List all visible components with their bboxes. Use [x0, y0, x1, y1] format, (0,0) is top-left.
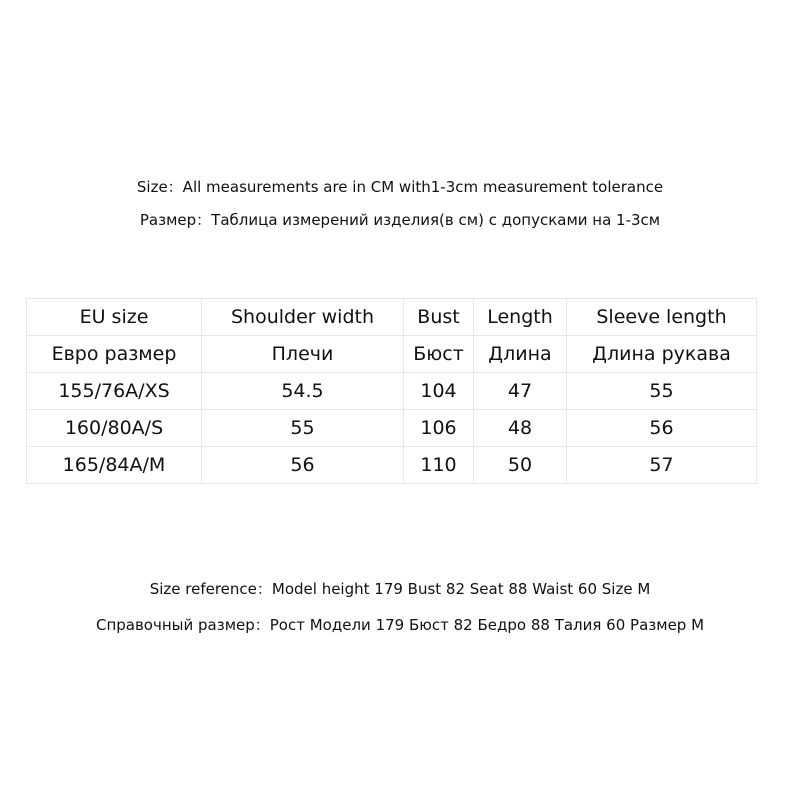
cell-bust: 104 [404, 373, 474, 410]
cell-sleeve-length: 56 [567, 410, 757, 447]
header-eu-size-ru: Евро размер [27, 336, 202, 373]
header-shoulder-width-ru: Плечи [202, 336, 404, 373]
header-bust-ru: Бюст [404, 336, 474, 373]
cell-eu-size: 160/80A/S [27, 410, 202, 447]
size-table [26, 298, 757, 484]
size-reference-ru: Справочный размер：Рост Модели 179 Бюст 82 Бедро 88 Талия 60 Размер M [95, 616, 705, 634]
header-length-ru: Длина [474, 336, 567, 373]
table-header-row-ru [27, 336, 757, 373]
header-eu-size: EU size [27, 299, 202, 336]
size-note-en: Size：All measurements are in CM with1-3cm measurement tolerance [136, 178, 664, 196]
table-row [27, 447, 757, 484]
cell-shoulder-width: 55 [202, 410, 404, 447]
size-note-ru: Размер：Таблица измерений изделия(в см) с допусками на 1-3см [139, 211, 661, 229]
cell-length: 47 [474, 373, 567, 410]
cell-eu-size: 165/84A/M [27, 447, 202, 484]
header-shoulder-width: Shoulder width [202, 299, 404, 336]
cell-eu-size: 155/76A/XS [27, 373, 202, 410]
header-sleeve-length: Sleeve length [567, 299, 757, 336]
table-row [27, 373, 757, 410]
cell-bust: 106 [404, 410, 474, 447]
table-header-row-en [27, 299, 757, 336]
cell-sleeve-length: 57 [567, 447, 757, 484]
header-length: Length [474, 299, 567, 336]
cell-length: 50 [474, 447, 567, 484]
table-row [27, 410, 757, 447]
cell-shoulder-width: 56 [202, 447, 404, 484]
cell-sleeve-length: 55 [567, 373, 757, 410]
size-reference-en: Size reference：Model height 179 Bust 82 Seat 88 Waist 60 Size M [149, 580, 651, 598]
cell-length: 48 [474, 410, 567, 447]
cell-shoulder-width: 54.5 [202, 373, 404, 410]
header-bust: Bust [404, 299, 474, 336]
header-sleeve-length-ru: Длина рукава [567, 336, 757, 373]
cell-bust: 110 [404, 447, 474, 484]
